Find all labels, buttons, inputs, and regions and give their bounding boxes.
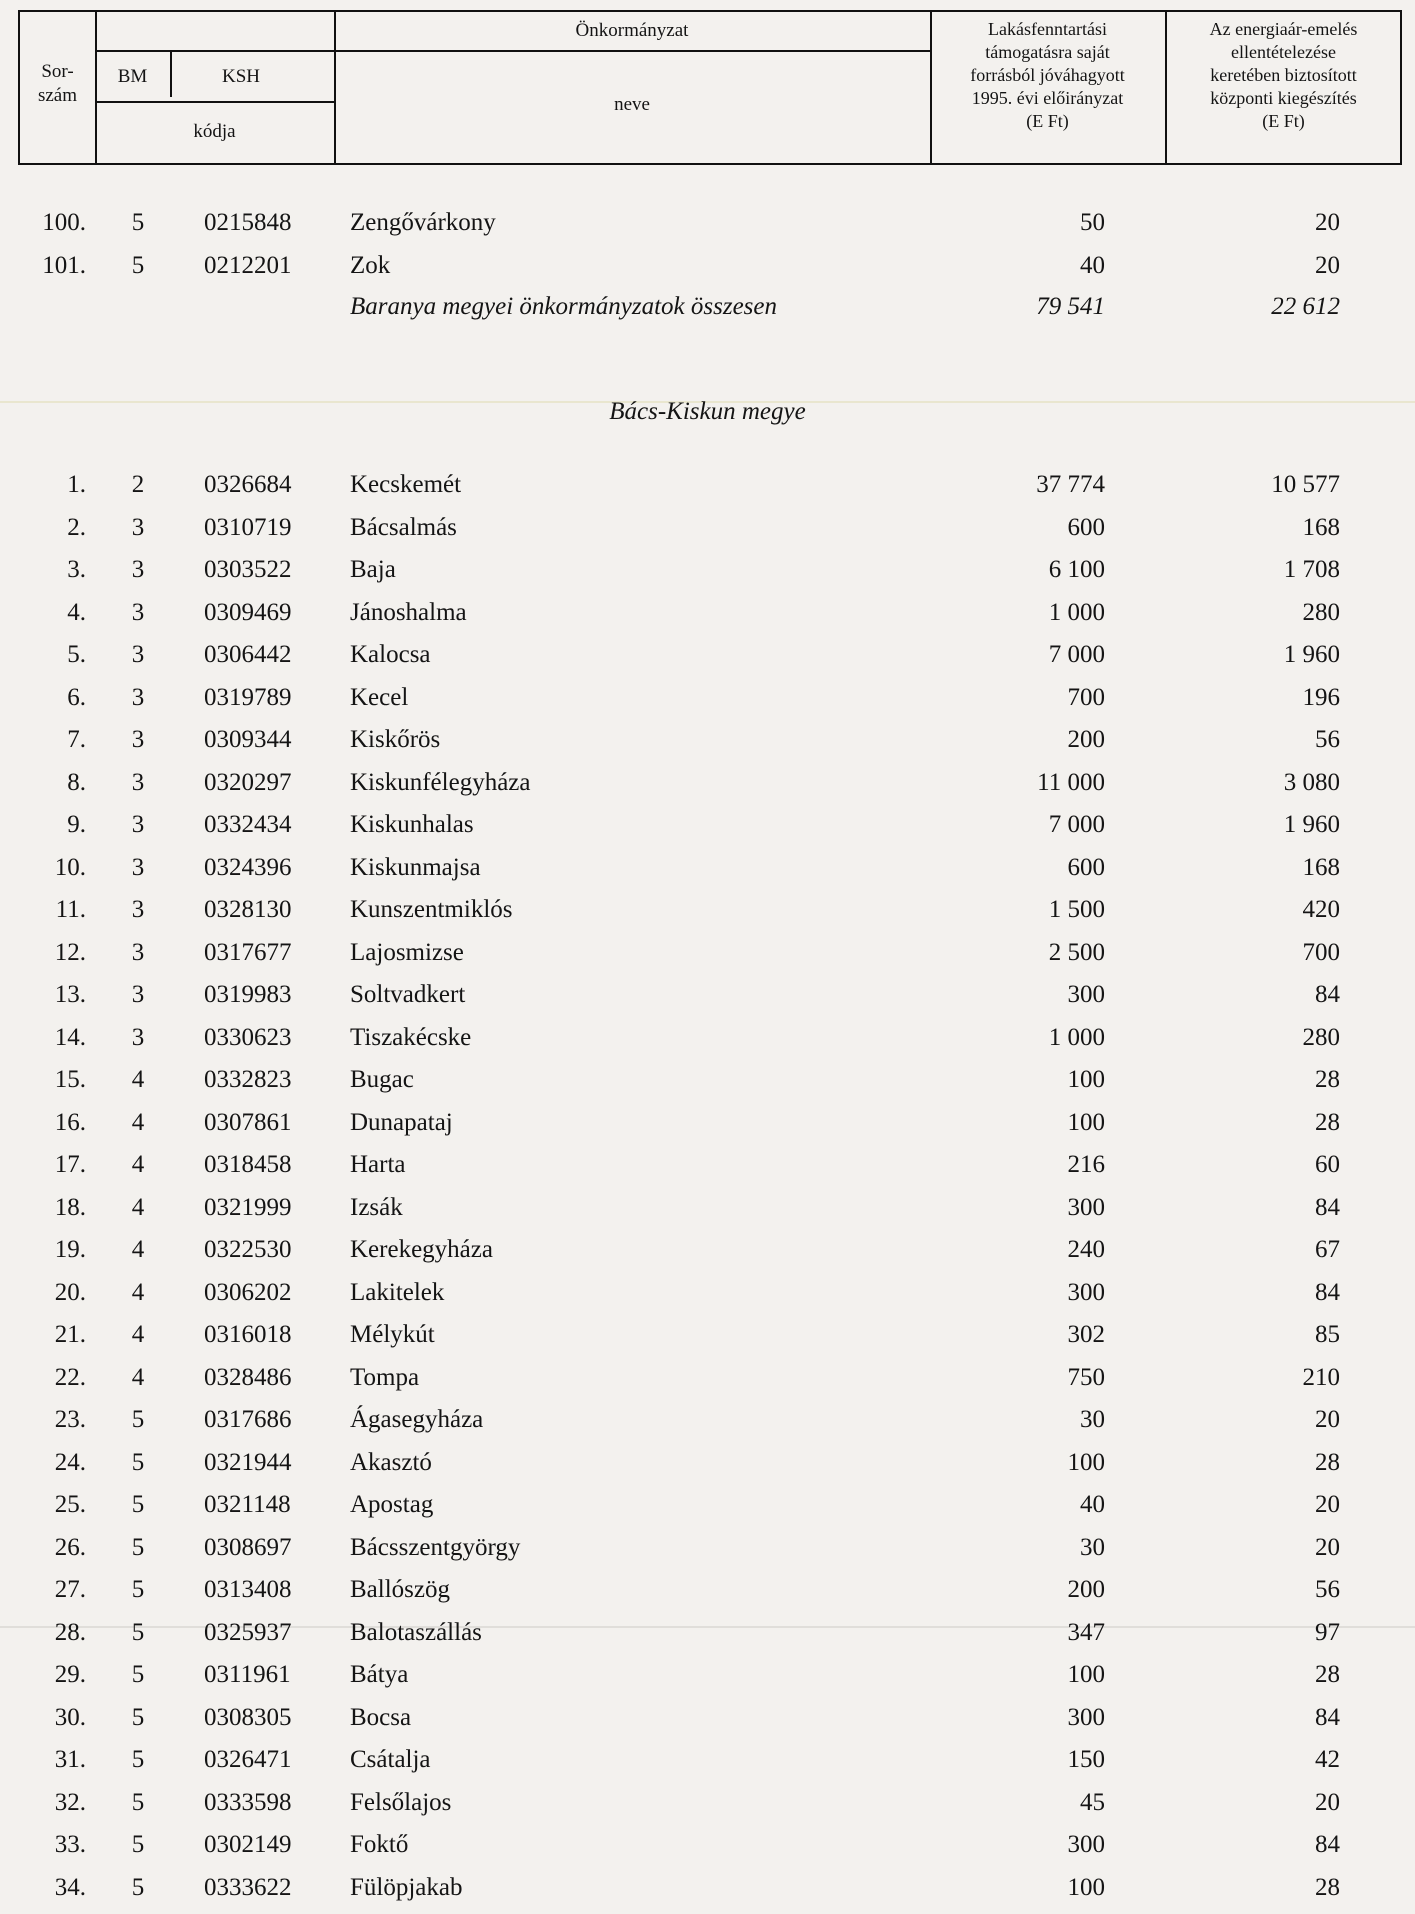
row-ksh-code: 0326684 (204, 471, 292, 498)
row-value-2: 10 577 (1271, 471, 1340, 498)
row-number: 33. (54, 1831, 86, 1858)
row-name: Csátalja (350, 1746, 431, 1773)
row-value-1: 240 (1067, 1236, 1105, 1263)
row-name: Dunapataj (350, 1108, 453, 1136)
row-ksh-code: 0328130 (204, 896, 292, 923)
row-value-1: 300 (1067, 981, 1105, 1008)
row-name: Tompa (350, 1363, 420, 1391)
row-ksh-code: 0215848 (204, 209, 292, 236)
row-number: 1. (67, 471, 86, 498)
table-row (0, 719, 1415, 762)
table-row (0, 1017, 1415, 1060)
row-value-2: 20 (1315, 1533, 1340, 1561)
row-ksh-code: 0319983 (204, 981, 292, 1008)
row-name: Balotaszállás (350, 1618, 482, 1646)
row-number: 26. (54, 1533, 86, 1561)
row-name: Izsák (350, 1193, 403, 1221)
table-row (0, 1314, 1415, 1357)
row-bm-code: 5 (131, 1873, 145, 1901)
row-name: Mélykút (350, 1321, 435, 1348)
row-value-2: 28 (1315, 1108, 1340, 1136)
row-value-1: 100 (1067, 1448, 1105, 1476)
row-name: Soltvadkert (350, 981, 466, 1008)
row-name: Foktő (350, 1831, 409, 1858)
row-name: Kiskunmajsa (350, 853, 481, 881)
row-value-1: 100 (1067, 1066, 1105, 1093)
row-value-1: 45 (1080, 1788, 1105, 1816)
table-row (0, 1357, 1415, 1400)
row-ksh-code: 0302149 (204, 1831, 292, 1858)
table-row (0, 1399, 1415, 1442)
row-value-2: 84 (1315, 1278, 1340, 1306)
row-bm-code: 5 (131, 1576, 145, 1603)
row-bm-code: 4 (131, 1066, 145, 1093)
row-ksh-code: 0332434 (204, 811, 292, 838)
row-value-2: 84 (1315, 1193, 1340, 1221)
row-value-2: 20 (1315, 252, 1340, 279)
row-number: 100. (42, 209, 86, 236)
table-row (0, 1229, 1415, 1272)
row-name: Jánoshalma (350, 598, 467, 626)
row-name: Felsőlajos (350, 1788, 452, 1816)
row-value-2: 84 (1315, 1831, 1340, 1858)
row-value-1: 50 (1080, 209, 1105, 236)
row-value-2: 20 (1315, 1406, 1340, 1433)
row-bm-code: 3 (131, 896, 145, 923)
row-value-2: 168 (1302, 853, 1340, 881)
row-name: Kecskemét (350, 471, 462, 498)
row-value-2: 28 (1315, 1661, 1340, 1688)
row-name: Baja (350, 556, 396, 583)
row-bm-code: 3 (131, 683, 145, 711)
row-number: 32. (54, 1788, 86, 1816)
row-ksh-code: 0333622 (204, 1873, 292, 1901)
row-value-2: 20 (1315, 1491, 1340, 1518)
row-value-1: 7 000 (1048, 641, 1105, 668)
row-name: Kerekegyháza (350, 1236, 493, 1263)
row-value-1: 40 (1080, 252, 1105, 279)
row-value-1: 600 (1067, 513, 1105, 541)
table-row (0, 762, 1415, 805)
row-bm-code: 4 (131, 1363, 145, 1391)
row-ksh-code: 0319789 (204, 683, 292, 711)
row-bm-code: 5 (131, 1746, 145, 1773)
row-number: 27. (54, 1576, 86, 1603)
row-value-1: 750 (1067, 1363, 1105, 1391)
row-bm-code: 4 (131, 1151, 145, 1178)
row-value-2: 67 (1315, 1236, 1340, 1263)
row-ksh-code: 0311961 (204, 1661, 291, 1688)
row-value-2: 85 (1315, 1321, 1340, 1348)
row-ksh-code: 0328486 (204, 1363, 292, 1391)
row-value-1: 150 (1067, 1746, 1105, 1773)
row-value-2: 20 (1315, 209, 1340, 236)
row-bm-code: 3 (131, 981, 145, 1008)
table-row (0, 1697, 1415, 1740)
row-number: 14. (54, 1023, 86, 1051)
table-row (0, 464, 1415, 507)
row-bm-code: 5 (131, 1618, 145, 1646)
header-bm: BM (117, 66, 148, 87)
row-value-2: 84 (1315, 1703, 1340, 1731)
row-bm-code: 5 (131, 252, 145, 279)
row-number: 31. (54, 1746, 86, 1773)
table-row (0, 1187, 1415, 1230)
row-value-2: 280 (1302, 1023, 1340, 1051)
row-ksh-code: 0310719 (204, 513, 292, 541)
row-number: 25. (54, 1491, 86, 1518)
row-ksh-code: 0309469 (204, 598, 292, 626)
county-total-value-2: 22 612 (1271, 293, 1340, 320)
row-ksh-code: 0303522 (204, 556, 292, 583)
row-value-2: 56 (1315, 1576, 1340, 1603)
row-bm-code: 3 (131, 938, 145, 966)
table-row (0, 1612, 1415, 1655)
row-value-1: 1 000 (1048, 1023, 1105, 1051)
row-value-1: 200 (1067, 726, 1105, 753)
row-value-1: 700 (1067, 683, 1105, 711)
row-value-1: 300 (1067, 1193, 1105, 1221)
row-value-1: 100 (1067, 1873, 1105, 1901)
row-bm-code: 5 (131, 1491, 145, 1518)
row-value-1: 300 (1067, 1703, 1105, 1731)
row-number: 10. (54, 853, 86, 881)
row-ksh-code: 0212201 (204, 252, 292, 279)
row-name: Bocsa (350, 1703, 412, 1731)
row-bm-code: 5 (131, 1703, 145, 1731)
row-number: 3. (67, 556, 86, 583)
row-value-1: 2 500 (1048, 938, 1105, 966)
row-value-1: 300 (1067, 1831, 1105, 1858)
row-ksh-code: 0317677 (204, 938, 292, 966)
header-kodja: kódja (193, 121, 236, 142)
table-row (0, 1782, 1415, 1825)
row-bm-code: 3 (131, 1023, 145, 1051)
row-number: 9. (67, 811, 86, 838)
row-ksh-code: 0330623 (204, 1023, 292, 1051)
table-row (0, 847, 1415, 890)
table-row (0, 1442, 1415, 1485)
row-value-1: 7 000 (1048, 811, 1105, 838)
row-bm-code: 5 (131, 1406, 145, 1433)
row-bm-code: 4 (131, 1278, 145, 1306)
county-total-value-1: 79 541 (1036, 293, 1105, 320)
row-number: 28. (54, 1618, 86, 1646)
row-value-1: 11 000 (1037, 768, 1105, 796)
row-number: 4. (67, 598, 86, 626)
row-bm-code: 4 (131, 1236, 145, 1263)
table-row (0, 1527, 1415, 1570)
row-name: Kalocsa (350, 641, 431, 668)
header-onkormanyzat: Önkormányzat (575, 20, 689, 41)
row-ksh-code: 0322530 (204, 1236, 292, 1263)
row-number: 20. (54, 1278, 86, 1306)
row-bm-code: 5 (131, 1448, 145, 1476)
row-ksh-code: 0306202 (204, 1278, 292, 1306)
row-bm-code: 3 (131, 598, 145, 626)
header-neve: neve (614, 94, 650, 115)
row-name: Kiskőrös (350, 726, 441, 753)
row-number: 11. (55, 896, 86, 923)
table-body (0, 464, 1415, 1909)
row-bm-code: 3 (131, 513, 145, 541)
row-bm-code: 5 (131, 1533, 145, 1561)
row-number: 13. (54, 981, 86, 1008)
row-value-2: 28 (1315, 1066, 1340, 1093)
row-number: 19. (54, 1236, 86, 1263)
row-bm-code: 5 (131, 1788, 145, 1816)
table-row (0, 203, 1415, 243)
table-row (0, 1484, 1415, 1527)
row-ksh-code: 0313408 (204, 1576, 292, 1603)
table-row (0, 932, 1415, 975)
table-row (0, 507, 1415, 550)
row-bm-code: 4 (131, 1321, 145, 1348)
row-ksh-code: 0321999 (204, 1193, 292, 1221)
row-number: 24. (54, 1448, 86, 1476)
header-col-energiaar: Az energiaár-emelés ellentételezése keretében biztosított központi kiegészítés (E Ft) (1209, 19, 1358, 131)
table-header (18, 10, 1402, 165)
row-number: 12. (54, 938, 86, 966)
row-bm-code: 3 (131, 768, 145, 796)
row-ksh-code: 0309344 (204, 726, 292, 753)
row-ksh-code: 0333598 (204, 1788, 292, 1816)
row-value-1: 37 774 (1036, 471, 1105, 498)
row-name: Lakitelek (350, 1278, 445, 1306)
row-number: 21. (54, 1321, 86, 1348)
row-ksh-code: 0321148 (204, 1491, 291, 1518)
table-row (0, 1569, 1415, 1612)
table-row (0, 974, 1415, 1017)
row-ksh-code: 0308305 (204, 1703, 292, 1731)
row-ksh-code: 0307861 (204, 1108, 292, 1136)
row-value-1: 100 (1067, 1108, 1105, 1136)
row-name: Harta (350, 1151, 406, 1178)
county-group-title: Bács-Kiskun megye (609, 398, 806, 425)
row-value-2: 60 (1315, 1151, 1340, 1178)
table-row (0, 1824, 1415, 1867)
table-row (0, 634, 1415, 677)
row-number: 8. (67, 768, 86, 796)
row-bm-code: 4 (131, 1108, 145, 1136)
row-number: 22. (54, 1363, 86, 1391)
table-row (0, 1144, 1415, 1187)
row-number: 34. (54, 1873, 86, 1901)
table-row (0, 1272, 1415, 1315)
row-ksh-code: 0308697 (204, 1533, 292, 1561)
table-row (0, 549, 1415, 592)
row-name: Tiszakécske (350, 1023, 472, 1051)
row-name: Bugac (350, 1066, 414, 1093)
row-value-1: 1 000 (1048, 598, 1105, 626)
county-total-row (0, 287, 1415, 327)
row-bm-code: 3 (131, 726, 145, 753)
row-value-2: 42 (1315, 1746, 1340, 1773)
row-number: 7. (67, 726, 86, 753)
row-bm-code: 5 (131, 1661, 145, 1688)
row-number: 101. (42, 252, 86, 279)
row-bm-code: 3 (131, 853, 145, 881)
header-sorszam: Sor- szám (37, 61, 78, 106)
row-ksh-code: 0326471 (204, 1746, 292, 1773)
row-value-1: 300 (1067, 1278, 1105, 1306)
row-name: Kecel (350, 683, 409, 711)
table-row (0, 804, 1415, 847)
row-name: Ágasegyháza (350, 1406, 484, 1433)
row-value-2: 168 (1302, 513, 1340, 541)
row-bm-code: 5 (131, 209, 145, 236)
row-value-2: 28 (1315, 1873, 1340, 1901)
row-name: Bácsalmás (350, 513, 457, 541)
table-row (0, 246, 1415, 286)
row-value-1: 6 100 (1048, 556, 1105, 583)
row-name: Lajosmizse (350, 938, 464, 966)
county-total-label: Baranya megyei önkormányzatok összesen (350, 293, 777, 320)
row-value-1: 600 (1067, 853, 1105, 881)
row-ksh-code: 0332823 (204, 1066, 292, 1093)
row-number: 2. (67, 513, 86, 541)
row-value-2: 84 (1315, 981, 1340, 1008)
row-ksh-code: 0306442 (204, 641, 292, 668)
row-value-2: 700 (1302, 938, 1340, 966)
row-ksh-code: 0324396 (204, 853, 292, 881)
header-col-lakasfenntartasi: Lakásfenntartási támogatásra saját forrásból jóváhagyott 1995. évi előirányzat (E Ft) (970, 19, 1125, 131)
row-number: 17. (54, 1151, 86, 1178)
table-row (0, 592, 1415, 635)
row-bm-code: 2 (131, 471, 145, 498)
row-value-1: 216 (1067, 1151, 1105, 1178)
row-number: 6. (67, 683, 86, 711)
row-number: 18. (54, 1193, 86, 1221)
row-number: 30. (54, 1703, 86, 1731)
row-name: Ballószög (350, 1576, 450, 1603)
row-name: Zok (350, 252, 391, 279)
row-name: Kiskunfélegyháza (350, 768, 531, 796)
row-value-1: 100 (1067, 1661, 1105, 1688)
row-name: Kunszentmiklós (350, 896, 513, 923)
row-value-1: 1 500 (1048, 896, 1105, 923)
row-name: Bácsszentgyörgy (350, 1533, 521, 1561)
row-bm-code: 3 (131, 556, 145, 583)
row-value-2: 420 (1302, 896, 1340, 923)
row-value-2: 97 (1315, 1618, 1340, 1646)
table-row (0, 1867, 1415, 1910)
row-ksh-code: 0318458 (204, 1151, 292, 1178)
row-name: Apostag (350, 1491, 434, 1518)
row-ksh-code: 0321944 (204, 1448, 292, 1476)
table-row (0, 677, 1415, 720)
row-value-1: 40 (1080, 1491, 1105, 1518)
row-name: Akasztó (350, 1448, 432, 1476)
row-value-1: 200 (1067, 1576, 1105, 1603)
row-bm-code: 3 (131, 641, 145, 668)
table-row (0, 1654, 1415, 1697)
row-bm-code: 3 (131, 811, 145, 838)
row-number: 16. (54, 1108, 86, 1136)
row-ksh-code: 0317686 (204, 1406, 292, 1433)
row-number: 15. (54, 1066, 86, 1093)
row-value-1: 30 (1080, 1533, 1105, 1561)
row-value-2: 196 (1302, 683, 1340, 711)
row-number: 5. (67, 641, 86, 668)
row-value-2: 1 960 (1283, 811, 1340, 838)
row-bm-code: 4 (131, 1193, 145, 1221)
row-number: 23. (54, 1406, 86, 1433)
row-name: Bátya (350, 1661, 409, 1688)
row-value-2: 20 (1315, 1788, 1340, 1816)
row-name: Kiskunhalas (350, 811, 474, 838)
row-ksh-code: 0316018 (204, 1321, 292, 1348)
row-name: Zengővárkony (350, 209, 496, 236)
row-value-2: 28 (1315, 1448, 1340, 1476)
row-number: 29. (54, 1661, 86, 1688)
row-value-2: 1 708 (1283, 556, 1340, 583)
row-value-2: 280 (1302, 598, 1340, 626)
row-value-2: 1 960 (1283, 641, 1340, 668)
row-bm-code: 5 (131, 1831, 145, 1858)
row-value-1: 347 (1067, 1618, 1105, 1646)
row-value-2: 3 080 (1283, 768, 1340, 796)
table-row (0, 1102, 1415, 1145)
table-row (0, 889, 1415, 932)
table-row (0, 1739, 1415, 1782)
row-value-1: 302 (1067, 1321, 1105, 1348)
table-row (0, 1059, 1415, 1102)
row-name: Fülöpjakab (350, 1873, 463, 1901)
row-value-2: 56 (1315, 726, 1340, 753)
row-value-2: 210 (1302, 1363, 1340, 1391)
header-ksh: KSH (222, 66, 261, 87)
row-value-1: 30 (1080, 1406, 1105, 1433)
row-ksh-code: 0325937 (204, 1618, 292, 1646)
row-ksh-code: 0320297 (204, 768, 292, 796)
